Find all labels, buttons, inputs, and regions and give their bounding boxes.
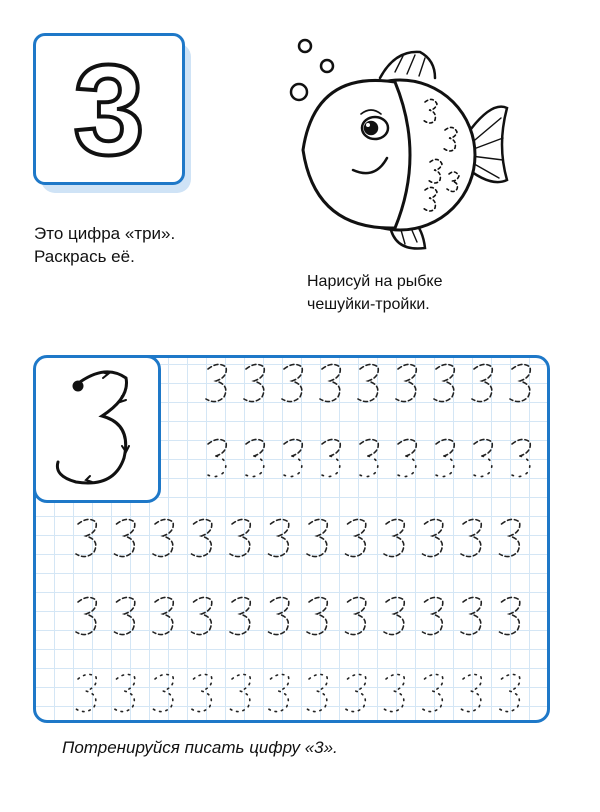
- card-face: [33, 33, 185, 185]
- intro-line-1: Это цифра «три».: [34, 224, 176, 243]
- practice-digit-three: [434, 439, 454, 476]
- practice-digit-three: [434, 364, 454, 401]
- practice-digit-three: [206, 439, 226, 476]
- footer-instruction: Потренируйся писать цифру «3».: [62, 738, 338, 757]
- fish-task-text: [307, 270, 443, 316]
- practice-digit-three: [282, 439, 302, 476]
- practice-digit-three: [206, 364, 226, 401]
- practice-digit-three: [461, 674, 481, 711]
- practice-digit-three: [192, 597, 212, 634]
- practice-digit-three: [269, 674, 289, 711]
- practice-panel: [33, 355, 550, 723]
- practice-digit-three: [346, 674, 366, 711]
- practice-digit-three: [244, 364, 264, 401]
- practice-digit-three: [230, 519, 250, 556]
- practice-digit-three: [76, 674, 96, 711]
- practice-digit-three: [153, 674, 173, 711]
- practice-digit-three: [307, 519, 327, 556]
- practice-digit-three: [307, 674, 327, 711]
- practice-digit-three: [320, 364, 340, 401]
- practice-digit-three: [282, 364, 302, 401]
- bubble: [321, 60, 333, 72]
- practice-digit-three: [358, 364, 378, 401]
- bubble: [299, 40, 311, 52]
- practice-digit-three: [358, 439, 378, 476]
- practice-digit-three: [472, 364, 492, 401]
- practice-digit-three: [76, 597, 96, 634]
- intro-text: [34, 222, 175, 268]
- practice-digit-three: [115, 674, 135, 711]
- practice-digit-three: [192, 674, 212, 711]
- practice-digit-three: [500, 597, 520, 634]
- practice-digit-three: [76, 519, 96, 556]
- digit-three-outline: 3: [73, 39, 145, 182]
- practice-digit-three: [269, 597, 289, 634]
- fish-task-line-2: чешуйки-тройки.: [307, 296, 430, 313]
- practice-digit-three: [461, 519, 481, 556]
- practice-digit-three: [320, 439, 340, 476]
- practice-digit-three: [115, 519, 135, 556]
- practice-digit-three: [230, 674, 250, 711]
- practice-digit-three: [396, 439, 416, 476]
- practice-digit-three: [384, 519, 404, 556]
- practice-digit-three: [307, 597, 327, 634]
- practice-digit-three: [423, 519, 443, 556]
- fish-illustration: [275, 30, 515, 260]
- fish-task-line-1: Нарисуй на рыбке: [307, 273, 443, 290]
- practice-digit-three: [423, 597, 443, 634]
- outline-digit-three: [36, 36, 182, 182]
- practice-digit-three: [346, 519, 366, 556]
- practice-digit-three: [423, 674, 443, 711]
- practice-digit-three: [153, 519, 173, 556]
- practice-digit-three: [269, 519, 289, 556]
- practice-digit-three: [500, 519, 520, 556]
- practice-digit-three: [384, 674, 404, 711]
- digit-coloring-card: [33, 33, 183, 183]
- practice-digit-three: [346, 597, 366, 634]
- practice-digit-three: [244, 439, 264, 476]
- practice-digit-three: [461, 597, 481, 634]
- intro-line-2: Раскрась её.: [34, 247, 135, 266]
- bubble: [291, 84, 307, 100]
- practice-digit-three: [396, 364, 416, 401]
- practice-digit-three: [472, 439, 492, 476]
- practice-digit-three: [230, 597, 250, 634]
- practice-digit-three: [500, 674, 520, 711]
- practice-digit-three: [510, 439, 530, 476]
- practice-digit-three: [384, 597, 404, 634]
- practice-digit-three: [153, 597, 173, 634]
- practice-digit-three: [510, 364, 530, 401]
- practice-digit-three: [115, 597, 135, 634]
- practice-digit-three: [192, 519, 212, 556]
- practice-digits: [36, 358, 547, 720]
